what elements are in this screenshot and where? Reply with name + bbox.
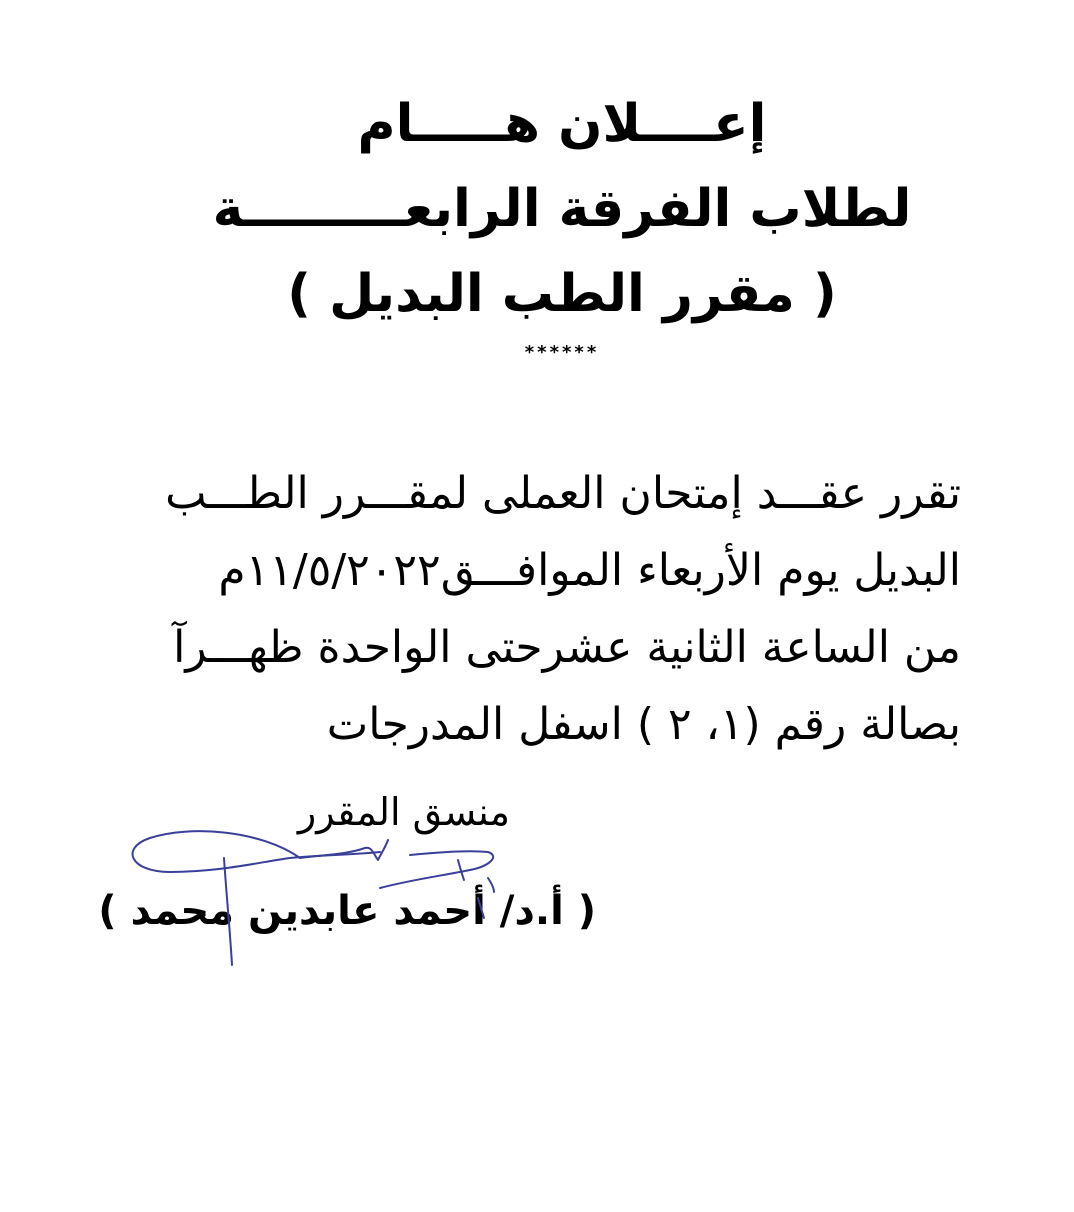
separator-stars: ****** bbox=[524, 342, 600, 363]
course-heading: ( مقرر الطب البديل ) bbox=[287, 264, 837, 324]
signer-name: ( أ.د/ أحمد عابدين محمد ) bbox=[98, 888, 596, 934]
body-line: من الساعة الثانية عشرحتى الواحدة ظهـــرآ bbox=[173, 622, 961, 673]
body-line: تقرر عقـــد إمتحان العملى لمقـــرر الطـــب bbox=[165, 468, 961, 519]
body-line: بصالة رقم (١، ٢ ) اسفل المدرجات bbox=[326, 699, 961, 750]
coordinator-role: منسق المقرر bbox=[297, 790, 510, 834]
announcement-body bbox=[81, 455, 961, 763]
audience-heading: لطلاب الفرقة الرابعـــــــــة bbox=[212, 179, 912, 239]
body-line: البديل يوم الأربعاء الموافـــق١١/٥/٢٠٢٢م bbox=[218, 545, 961, 596]
announcement-title: إعــــلان هـــــام bbox=[357, 94, 767, 154]
